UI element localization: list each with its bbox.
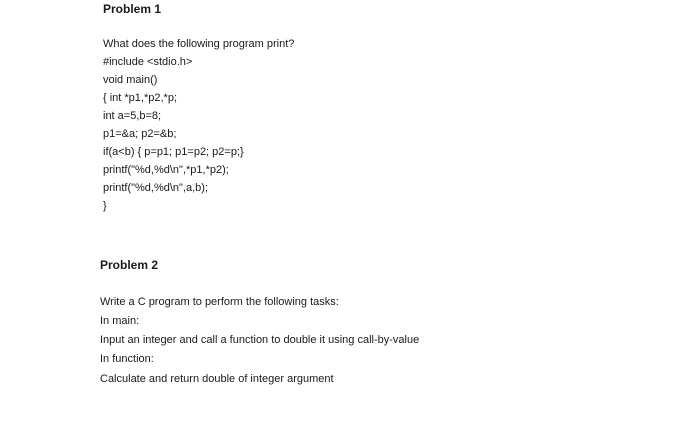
problem-1-title: Problem 1 xyxy=(103,2,162,16)
problem-2-line: Calculate and return double of integer argument xyxy=(100,373,334,385)
code-line: #include <stdio.h> xyxy=(103,56,193,68)
code-line: } xyxy=(103,200,107,212)
code-line: if(a<b) { p=p1; p1=p2; p2=p;} xyxy=(103,146,244,158)
problem-2-title: Problem 2 xyxy=(100,258,159,272)
problem-2-line: Input an integer and call a function to double it using call-by-value xyxy=(100,334,420,346)
problem-2-line: In function: xyxy=(100,353,154,365)
problem-2-line: Write a C program to perform the following tasks: xyxy=(100,296,339,308)
code-line: int a=5,b=8; xyxy=(103,110,162,122)
problem-2-line: In main: xyxy=(100,315,140,327)
code-line: void main() xyxy=(103,74,158,86)
code-line: { int *p1,*p2,*p; xyxy=(103,92,178,104)
code-line: printf("%d,%d\n",a,b); xyxy=(103,182,209,194)
code-line: printf("%d,%d\n",*p1,*p2); xyxy=(103,164,229,176)
code-line: p1=&a; p2=&b; xyxy=(103,128,177,140)
problem-1-question: What does the following program print? xyxy=(103,38,295,50)
